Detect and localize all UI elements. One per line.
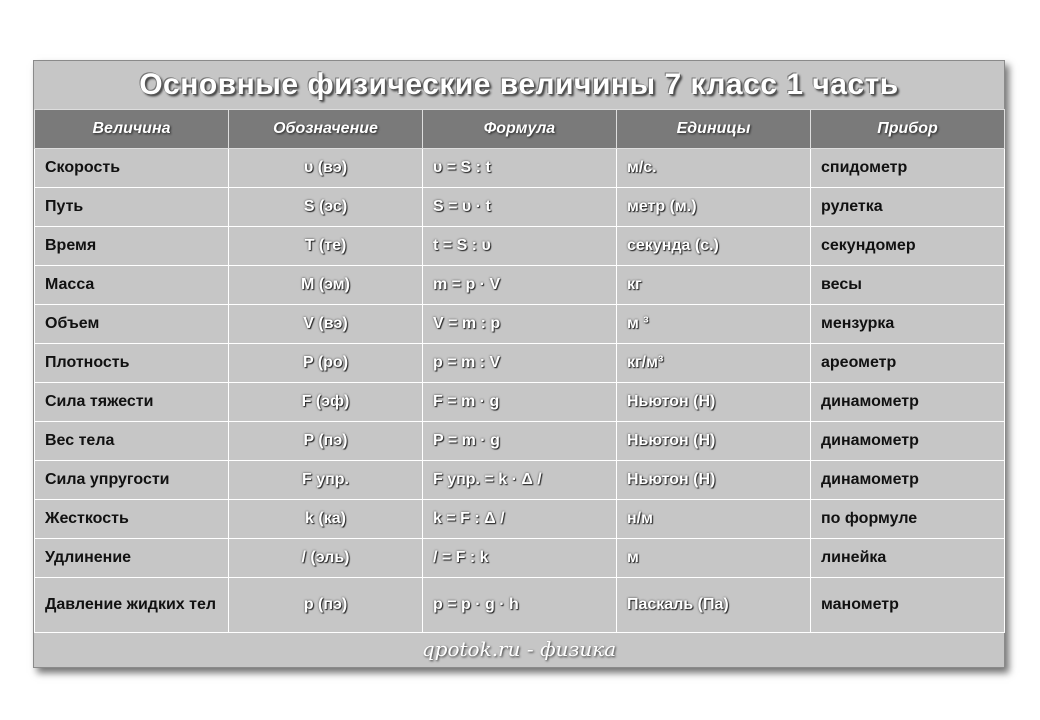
quantity-cell: Жесткость — [35, 500, 229, 539]
table-row — [35, 266, 1005, 305]
symbol-cell: F (эф) — [229, 383, 423, 422]
unit-cell: Ньютон (Н) — [617, 461, 811, 500]
symbol-cell: F упр. — [229, 461, 423, 500]
quantity-cell: Скорость — [35, 149, 229, 188]
unit-cell: м ³ — [617, 305, 811, 344]
device-cell: динамометр — [811, 461, 1005, 500]
table-row — [35, 383, 1005, 422]
table-row — [35, 149, 1005, 188]
header-formula: Формула — [423, 110, 617, 149]
symbol-cell: S (эс) — [229, 188, 423, 227]
symbol-cell: P (ро) — [229, 344, 423, 383]
device-cell: мензурка — [811, 305, 1005, 344]
formula-cell: S = υ · t — [423, 188, 617, 227]
quantity-cell: Путь — [35, 188, 229, 227]
formula-cell: t = S : υ — [423, 227, 617, 266]
symbol-cell: V (вэ) — [229, 305, 423, 344]
table-row — [35, 539, 1005, 578]
quantity-cell: Сила упругости — [35, 461, 229, 500]
header-device: Прибор — [811, 110, 1005, 149]
device-cell: по формуле — [811, 500, 1005, 539]
table-row — [35, 344, 1005, 383]
table-row — [35, 578, 1005, 633]
page-title: Основные физические величины 7 класс 1 часть — [139, 68, 899, 101]
symbol-cell: P (пэ) — [229, 422, 423, 461]
symbol-cell: M (эм) — [229, 266, 423, 305]
formula-cell: p = m : V — [423, 344, 617, 383]
quantity-cell: Давление жидких тел — [35, 578, 229, 633]
device-cell: динамометр — [811, 422, 1005, 461]
unit-cell: н/м — [617, 500, 811, 539]
quantity-cell: Время — [35, 227, 229, 266]
symbol-cell: T (те) — [229, 227, 423, 266]
device-cell: манометр — [811, 578, 1005, 633]
unit-cell: кг — [617, 266, 811, 305]
symbol-cell: / (эль) — [229, 539, 423, 578]
quantity-cell: Вес тела — [35, 422, 229, 461]
formula-cell: p = p · g · h — [423, 578, 617, 633]
device-cell: весы — [811, 266, 1005, 305]
physics-table-card — [33, 60, 1005, 668]
symbol-cell: k (ка) — [229, 500, 423, 539]
symbol-cell: p (пэ) — [229, 578, 423, 633]
formula-cell: F упр. = k · Δ / — [423, 461, 617, 500]
formula-cell: k = F : Δ / — [423, 500, 617, 539]
unit-cell: кг/м³ — [617, 344, 811, 383]
formula-cell: F = m · g — [423, 383, 617, 422]
unit-cell: секунда (с.) — [617, 227, 811, 266]
symbol-cell: υ (вэ) — [229, 149, 423, 188]
unit-cell: м/с. — [617, 149, 811, 188]
quantity-cell: Сила тяжести — [35, 383, 229, 422]
quantity-cell: Удлинение — [35, 539, 229, 578]
table-row — [35, 188, 1005, 227]
device-cell: спидометр — [811, 149, 1005, 188]
quantity-cell: Плотность — [35, 344, 229, 383]
source-watermark: qpotok.ru - физика — [421, 637, 617, 661]
table-row — [35, 461, 1005, 500]
device-cell: рулетка — [811, 188, 1005, 227]
header-quantity: Величина — [35, 110, 229, 149]
quantity-cell: Масса — [35, 266, 229, 305]
unit-cell: м — [617, 539, 811, 578]
unit-cell: Паскаль (Па) — [617, 578, 811, 633]
header-symbol: Обозначение — [229, 110, 423, 149]
device-cell: динамометр — [811, 383, 1005, 422]
unit-cell: метр (м.) — [617, 188, 811, 227]
quantity-cell: Объем — [35, 305, 229, 344]
formula-cell: m = p · V — [423, 266, 617, 305]
table-row — [35, 227, 1005, 266]
unit-cell: Ньютон (Н) — [617, 422, 811, 461]
table-header-row — [35, 110, 1005, 149]
unit-cell: Ньютон (Н) — [617, 383, 811, 422]
table-row — [35, 305, 1005, 344]
device-cell: линейка — [811, 539, 1005, 578]
table-row — [35, 500, 1005, 539]
table-row — [35, 422, 1005, 461]
formula-cell: / = F : k — [423, 539, 617, 578]
formula-cell: υ = S : t — [423, 149, 617, 188]
formula-cell: V = m : p — [423, 305, 617, 344]
formula-cell: P = m · g — [423, 422, 617, 461]
header-units: Единицы — [617, 110, 811, 149]
device-cell: секундомер — [811, 227, 1005, 266]
device-cell: ареометр — [811, 344, 1005, 383]
quantities-table — [34, 109, 1005, 633]
